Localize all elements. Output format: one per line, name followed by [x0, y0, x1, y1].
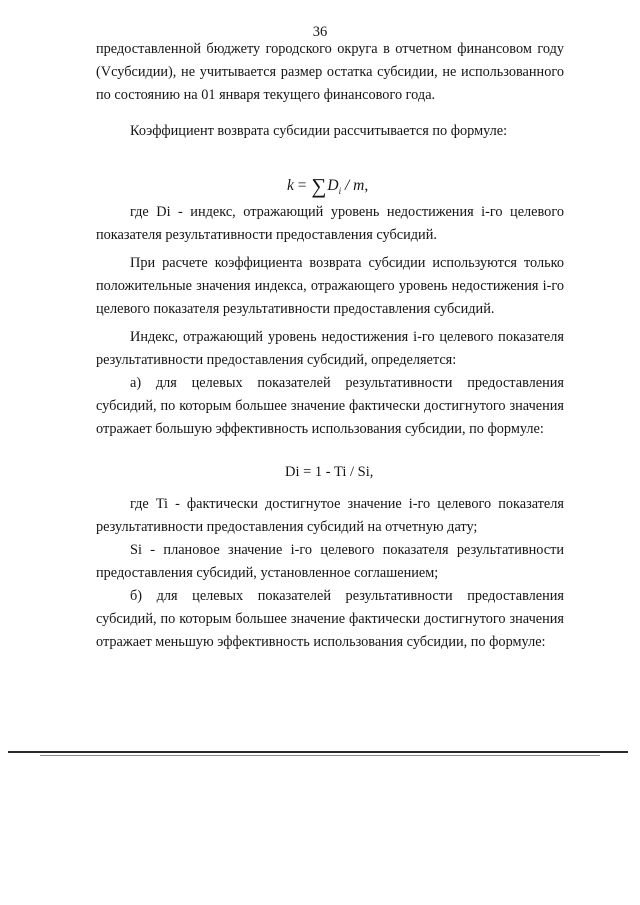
formula-return-coefficient	[287, 174, 368, 199]
formula-k-equals: =	[297, 177, 307, 194]
page-number: 36	[312, 24, 328, 40]
paragraph-si-definition: Si - плановое значение i-го целевого показателя результативности предоставления субсидий, установленное соглашением;	[96, 542, 564, 581]
formula-k-rest: / m,	[341, 177, 369, 194]
formula-k-lhs: k	[287, 177, 294, 194]
sigma-symbol: ∑	[311, 174, 327, 198]
paragraph-case-b: б) для целевых показателей результативности предоставления субсидий, по которым большее значение фактически достигнутого значения отражает меньшую эффективность использования субсидии, по формуле:	[96, 588, 564, 650]
paragraph-positive-values: При расчете коэффициента возврата субсидии используются только положительные значения индекса, отражающего уровень недостижения i-го целевого показателя результативности предоставления субсидий.	[96, 255, 564, 317]
paragraph-index-definition: Индекс, отражающий уровень недостижения i-го целевого показателя результативности предоставления субсидий, определяется:	[96, 329, 564, 368]
formula-index: Di = 1 - Ti / Si,	[285, 464, 374, 480]
formula-k-subscript: i	[338, 186, 342, 197]
paragraph-case-a: а) для целевых показателей результативности предоставления субсидий, по которым большее значение фактически достигнутого значения отражает большую эффективность использования субсидии, по формуле:	[96, 375, 564, 437]
paragraph-ti-definition: где Ti - фактически достигнутое значение i-го целевого показателя результативности предоставления субсидий на отчетную дату;	[96, 496, 564, 535]
paragraph-di-definition: где Di - индекс, отражающий уровень недостижения i-го целевого показателя результативности предоставления субсидий.	[96, 204, 564, 243]
paragraph-subsidy-balance: предоставленной бюджету городского округа в отчетном финансовом году (Vсубсидии), не учитывается размер остатка субсидии, не использованного по состоянию на 01 января текущего финансового года.	[96, 41, 564, 103]
paragraph-coefficient-intro: Коэффициент возврата субсидии рассчитывается по формуле:	[130, 123, 508, 139]
formula-k-term: D	[327, 177, 339, 194]
footer-divider	[8, 751, 628, 753]
document-body	[96, 38, 564, 654]
footer-divider-shadow	[40, 755, 600, 756]
